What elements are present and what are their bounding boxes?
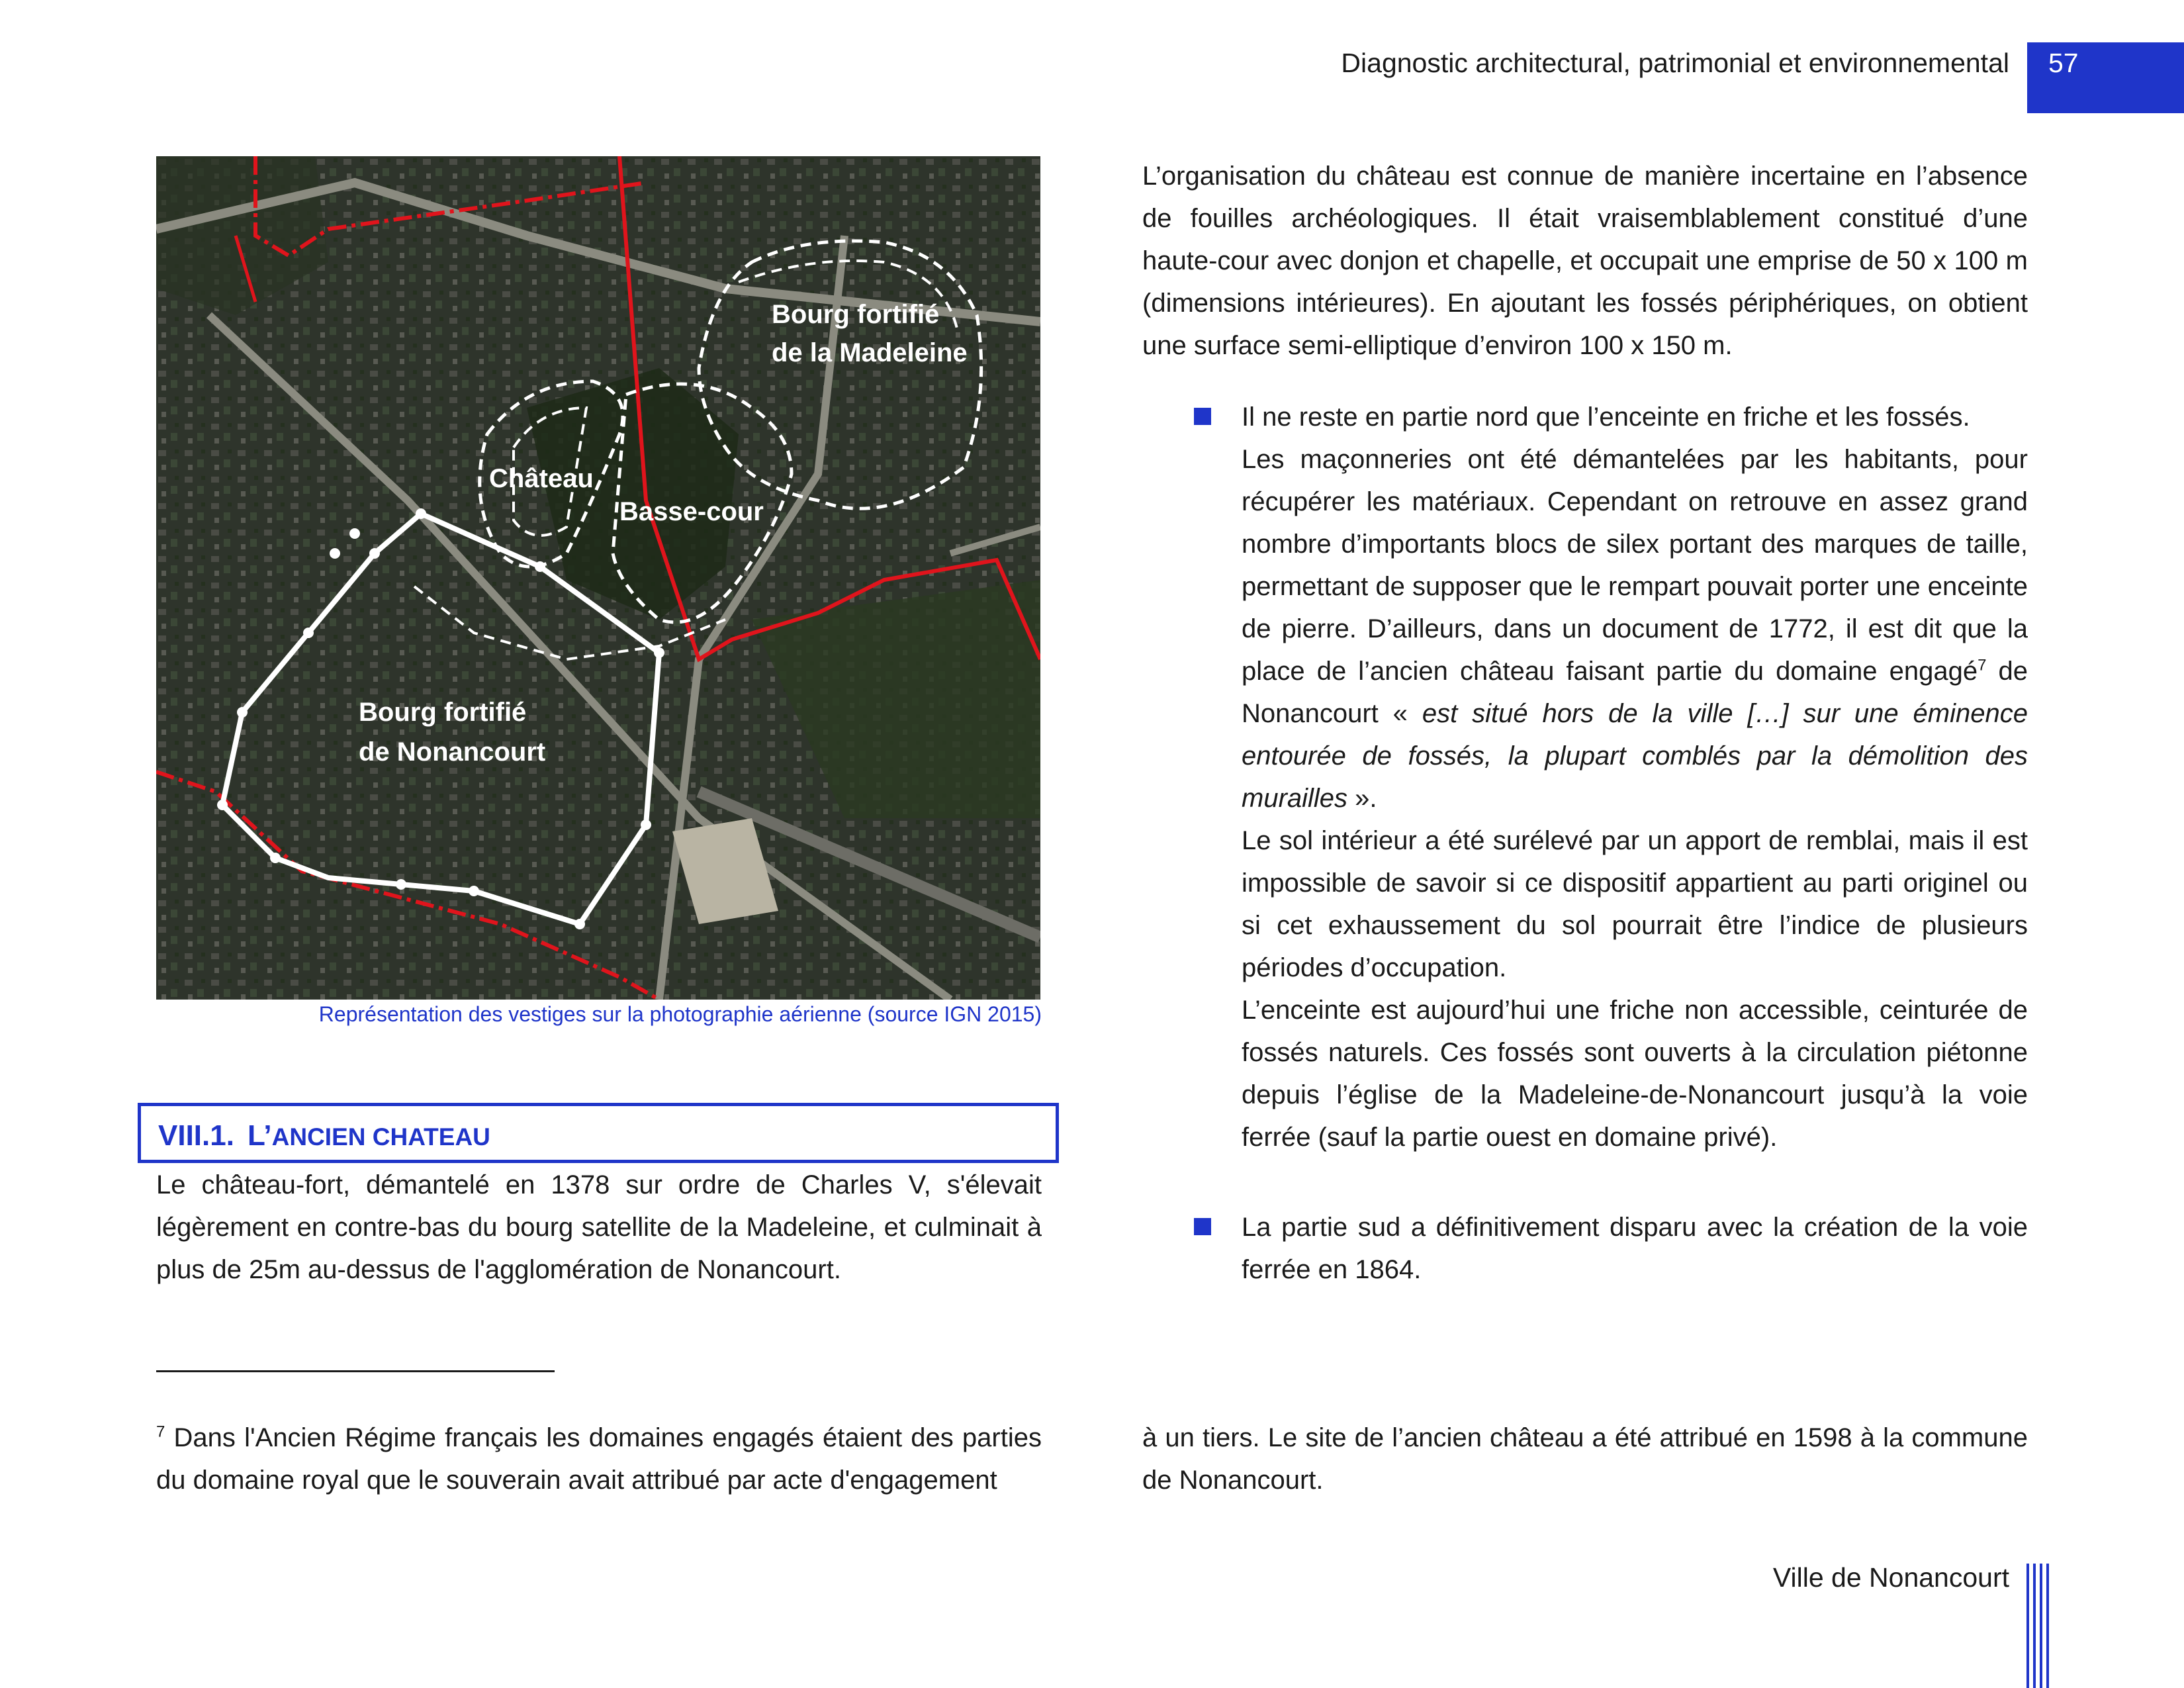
map-label-basse-cour: Basse-cour	[619, 497, 764, 526]
bullet1-text-after: ».	[1347, 784, 1377, 813]
bullet1-paragraph-1: Il ne reste en partie nord que l’enceinte en friche et les fossés.	[1242, 402, 1970, 432]
footnote-left	[156, 1417, 1042, 1501]
intro-paragraph: L’organisation du château est connue de manière incertaine en l’absence de fouilles archéologiques. Il était vraisemblablement constitué d’une haute-cour avec donjon et chapelle, et occupait une emprise de 50 x 100 m (dimensions intérieures). En ajoutant les fossés périphériques, on obtient une surface semi-elliptique d’environ 100 x 150 m.	[1142, 162, 2028, 360]
left-column	[156, 1164, 1042, 1291]
section-title: ANCIEN CHATEAU	[271, 1123, 490, 1150]
map-label-madeleine-2: de la Madeleine	[772, 338, 968, 367]
footnote-continued: à un tiers. Le site de l’ancien château a été attribué en 1598 à la commune de Nonancourt.	[1142, 1423, 2028, 1495]
right-column-intro	[1142, 155, 2028, 367]
footnote-right	[1142, 1417, 2028, 1501]
page-number-badge	[2027, 42, 2184, 113]
map-label-chateau: Château	[489, 464, 594, 493]
map-label-madeleine-1: Bourg fortifié	[772, 300, 940, 329]
bullet1-text-before: Les maçonneries ont été démantelées par les habitants, pour récupérer les matériaux. Cependant on retrouve en assez grand nombre d’importants blocs de silex portant des marques de taille, permettant de supposer que le rempart pouvait porter une enceinte de pierre. D’ailleurs, dans un document de 1772, il est dit que la place de l’ancien château faisant partie du domaine engagé	[1242, 445, 2028, 686]
bullet-square-icon	[1194, 408, 1211, 425]
section-heading	[138, 1103, 1059, 1163]
bullet1-paragraph-2	[1242, 438, 2028, 820]
bullet1-text-mid: de Nonancourt «	[1242, 657, 2028, 728]
bullet2-paragraph: La partie sud a définitivement disparu avec la création de la voie ferrée en 1864.	[1242, 1213, 2028, 1284]
footnote-separator	[156, 1370, 555, 1372]
map-label-nonancourt-1: Bourg fortifié	[359, 698, 527, 727]
figure-caption: Représentation des vestiges sur la photographie aérienne (source IGN 2015)	[318, 1002, 1042, 1026]
bullet-item-north	[1142, 396, 2028, 1158]
bullet1-quote: est situé hors de la ville […] sur une éminence entourée de fossés, la plupart comblés par la démolition des murailles	[1242, 699, 2028, 813]
footnote-number: 7	[156, 1423, 165, 1441]
left-paragraph: Le château-fort, démantelé en 1378 sur ordre de Charles V, s'élevait légèrement en contre-bas du bourg satellite de la Madeleine, et culminait à plus de 25m au-dessus de l'agglomération de Nonancourt.	[156, 1170, 1042, 1284]
footnote-reference: 7	[1978, 656, 1987, 675]
footer-decorative-lines	[2026, 1564, 2049, 1688]
bullet1-paragraph-3: Le sol intérieur a été surélevé par un apport de remblai, mais il est impossible de savoir si ce dispositif appartient au parti originel ou si cet exhaussement du sol pourrait être l’indice de plusieurs périodes d’occupation.	[1242, 826, 2028, 982]
footnote-text: Dans l'Ancien Régime français les domaines engagés étaient des parties du domaine royal que le souverain avait attribué par acte d'engagement	[156, 1423, 1042, 1495]
footnote-paragraph	[156, 1417, 1042, 1501]
section-title-initial: L’	[247, 1119, 272, 1152]
section-number: VIII.1.	[158, 1119, 234, 1152]
aerial-photo-map	[156, 156, 1040, 1000]
bullet-square-icon	[1194, 1218, 1211, 1235]
map-label-nonancourt-2: de Nonancourt	[359, 737, 546, 767]
bullet1-paragraph-4: L’enceinte est aujourd’hui une friche non accessible, ceinturée de fossés naturels. Ces fossés sont ouverts à la circulation piétonne depuis l’église de la Madeleine-de-Nonancourt jusqu’à la voie ferrée (sauf la partie ouest en domaine privé).	[1242, 996, 2028, 1152]
header-title: Diagnostic architectural, patrimonial et environnemental	[1341, 48, 2009, 78]
page-number: 57	[2048, 48, 2079, 78]
footer-text: Ville de Nonancourt	[1772, 1562, 2009, 1593]
bullet-item-south	[1142, 1206, 2028, 1291]
